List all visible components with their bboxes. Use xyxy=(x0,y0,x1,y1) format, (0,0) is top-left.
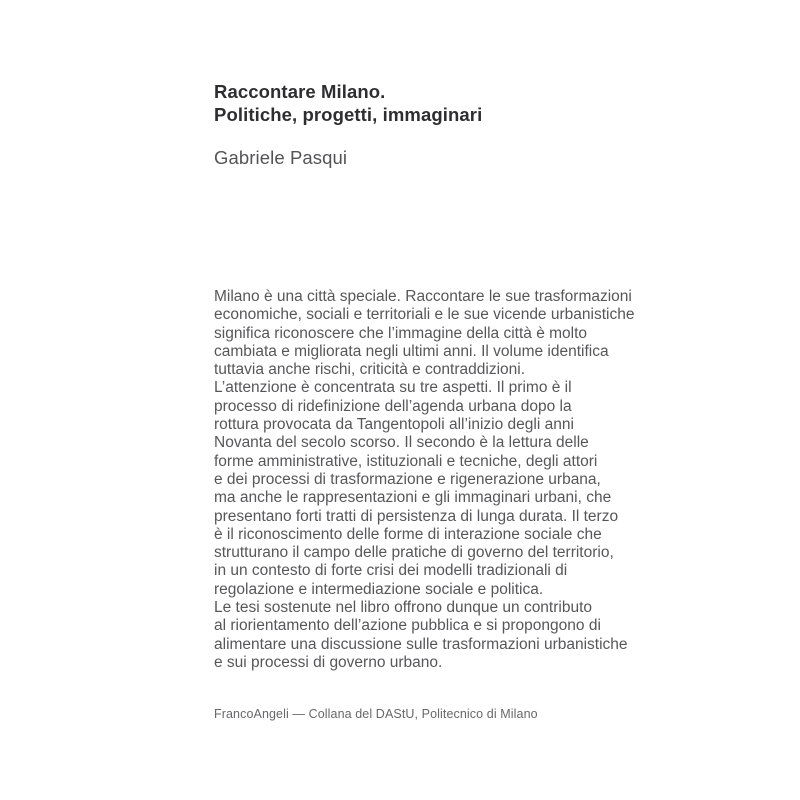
author-name: Gabriele Pasqui xyxy=(214,147,348,168)
description-line: cambiata e migliorata negli ultimi anni. Il volume identifica xyxy=(214,342,609,360)
description-line: regolazione e intermediazione sociale e politica. xyxy=(214,580,544,598)
description-line: in un contesto di forte crisi dei modelli tradizionali di xyxy=(214,562,568,580)
book-subtitle: Politiche, progetti, immaginari xyxy=(214,104,483,125)
description-line: rottura provocata da Tangentopoli all’inizio degli anni xyxy=(214,416,574,434)
description-line: al riorientamento dell’azione pubblica e si propongono di xyxy=(214,617,601,635)
description-line: presentano forti tratti di persistenza di lunga durata. Il terzo xyxy=(214,507,619,525)
book-description xyxy=(214,288,634,672)
description-line: e dei processi di trasformazione e rigenerazione urbana, xyxy=(214,470,601,488)
description-line: tuttavia anche rischi, criticità e contraddizioni. xyxy=(214,361,526,379)
book-title-block xyxy=(214,80,482,126)
description-line: strutturano il campo delle pratiche di governo del territorio, xyxy=(214,544,614,562)
description-line: Le tesi sostenute nel libro offrono dunque un contributo xyxy=(214,599,593,617)
description-line: L’attenzione è concentrata su tre aspetti. Il primo è il xyxy=(214,379,572,397)
description-line: processo di ridefinizione dell’agenda urbana dopo la xyxy=(214,397,572,415)
description-line: forme amministrative, istituzionali e tecniche, degli attori xyxy=(214,452,598,470)
description-line: è il riconoscimento delle forme di interazione sociale che xyxy=(214,525,602,543)
publisher-line: FrancoAngeli — Collana del DAStU, Politecnico di Milano xyxy=(214,707,538,721)
book-title: Raccontare Milano. xyxy=(214,81,386,102)
description-line: ma anche le rappresentazioni e gli immaginari urbani, che xyxy=(214,489,612,507)
description-line: alimentare una discussione sulle trasformazioni urbanistiche xyxy=(214,635,628,653)
description-line: e sui processi di governo urbano. xyxy=(214,653,443,671)
description-line: Novanta del secolo scorso. Il secondo è la lettura delle xyxy=(214,434,589,452)
description-line: economiche, sociali e territoriali e le sue vicende urbanistiche xyxy=(214,306,635,324)
description-line: Milano è una città speciale. Raccontare le sue trasformazioni xyxy=(214,288,632,305)
description-line: significa riconoscere che l’immagine della città è molto xyxy=(214,324,588,342)
